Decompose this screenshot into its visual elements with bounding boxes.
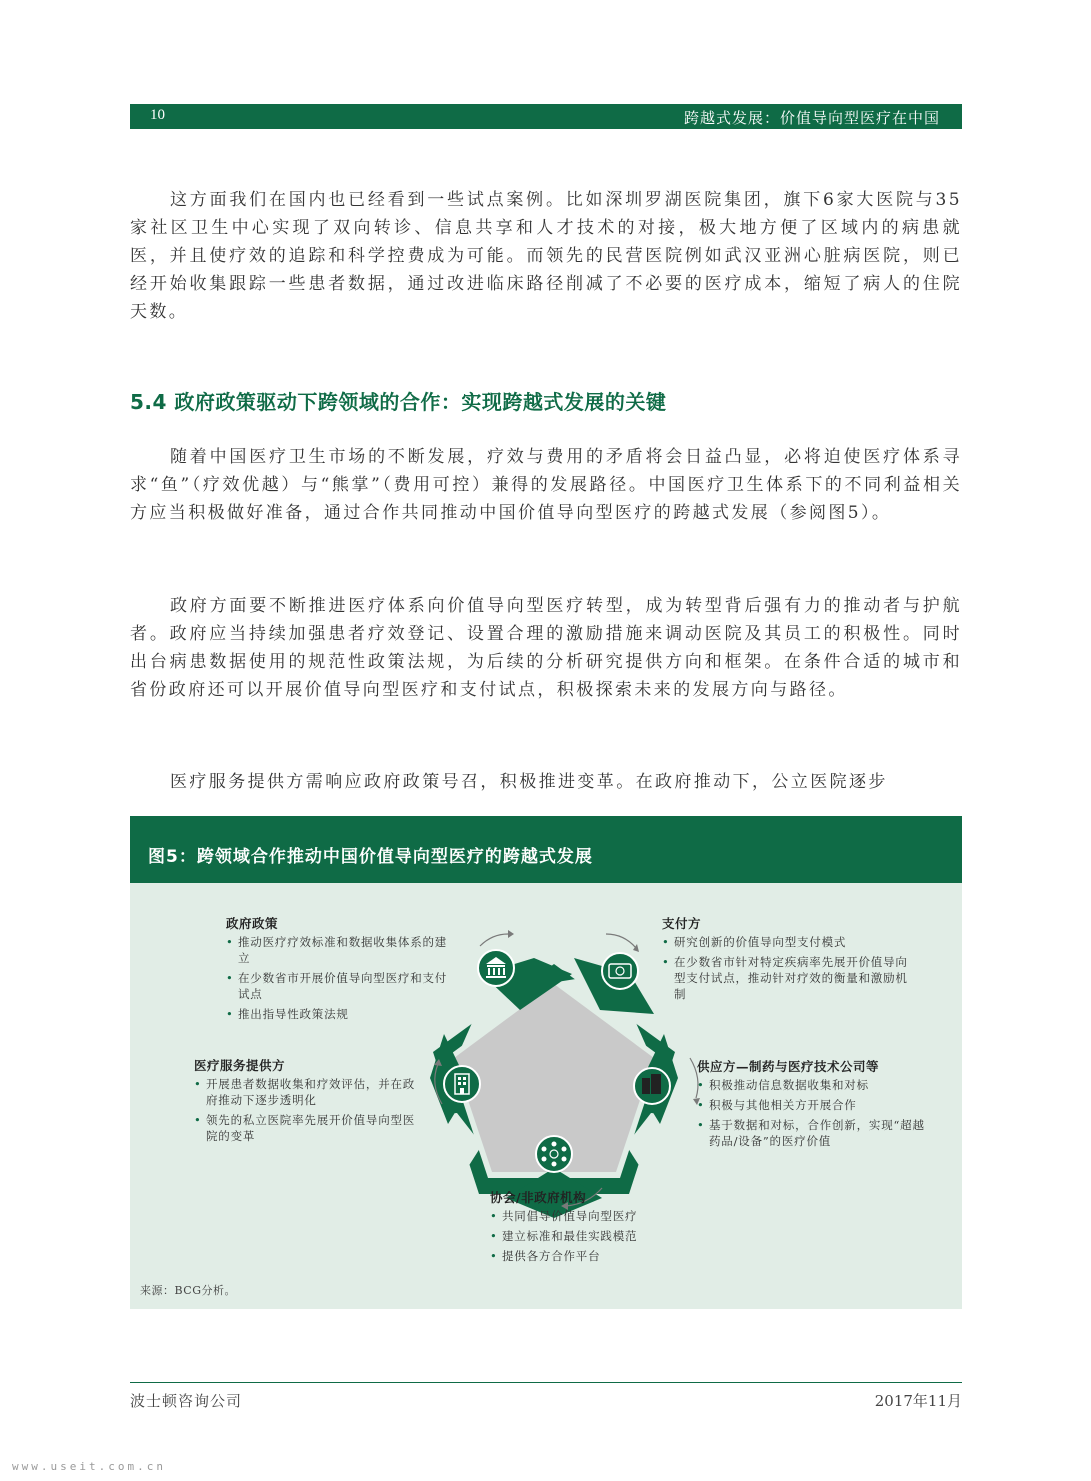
paragraph-4: 医疗服务提供方需响应政府政策号召，积极推进变革。在政府推动下，公立医院逐步	[170, 772, 888, 792]
list-item: • 领先的私立医院率先展开价值导向型医院的变革	[194, 1112, 424, 1144]
network-icon	[536, 1136, 572, 1172]
list-item: • 开展患者数据收集和疗效评估，并在政府推动下逐步透明化	[194, 1076, 424, 1108]
list-item: • 在少数省市开展价值导向型医疗和支付试点	[226, 970, 458, 1002]
factory-icon	[634, 1068, 670, 1104]
list-item: • 积极推动信息数据收集和对标	[697, 1077, 937, 1093]
paragraph-3: 政府方面要不断推进医疗体系向价值导向型医疗转型，成为转型背后强有力的推动者与护航者。政府应当持续加强患者疗效登记、设置合理的激励措施来调动医院及其员工的积极性。同时出台病患数据使用的规范性政策法规，为后续的分析研究提供方向和框架。在条件合适的城市和省份政府还可以开展价值导向型医疗和支付试点，积极探索未来的发展方向与路径。	[130, 596, 962, 700]
list-item: • 研究创新的价值导向型支付模式	[662, 934, 912, 950]
block-title: 医疗服务提供方	[194, 1058, 286, 1073]
list-item: • 基于数据和对标，合作创新，实现“超越药品/设备”的医疗价值	[697, 1117, 937, 1149]
payment-card-icon	[602, 953, 638, 989]
block-title: 政府政策	[226, 916, 279, 931]
block-association-ngo	[490, 1190, 730, 1268]
section-title: 5.4 政府政策驱动下跨领域的合作：实现跨越式发展的关键	[130, 390, 667, 414]
watermark: www.useit.com.cn	[12, 1460, 166, 1473]
footer-date: 2017年11月	[874, 1392, 962, 1410]
list-item: • 在少数省市针对特定疾病率先展开价值导向型支付试点，推动针对疗效的衡量和激励机制	[662, 954, 912, 1002]
block-payer	[662, 916, 912, 1006]
paragraph-2: 随着中国医疗卫生市场的不断发展，疗效与费用的矛盾将会日益凸显，必将迫使医疗体系寻求“鱼”（疗效优越）与“熊掌”（费用可控）兼得的发展路径。中国医疗卫生体系下的不同利益相关方应当积极做好准备，通过合作共同推动中国价值导向型医疗的跨越式发展（参阅图5）。	[130, 447, 962, 523]
figure-title: 图5：跨领域合作推动中国价值导向型医疗的跨越式发展	[130, 816, 962, 883]
government-building-icon	[478, 950, 514, 986]
block-service-provider	[194, 1058, 424, 1148]
figure-source: 来源：BCG分析。	[140, 1284, 236, 1297]
page-number: 10	[150, 107, 165, 123]
block-supplier	[697, 1059, 937, 1153]
block-government-policy	[226, 916, 458, 1026]
list-item: • 提供各方合作平台	[490, 1248, 730, 1264]
page-header	[130, 104, 962, 129]
list-item: • 推动医疗疗效标准和数据收集体系的建立	[226, 934, 458, 966]
header-title: 跨越式发展：价值导向型医疗在中国	[683, 109, 940, 127]
list-item: • 共同倡导价值导向型医疗	[490, 1208, 730, 1224]
block-title: 支付方	[662, 916, 702, 931]
figure-5	[130, 816, 962, 1309]
paragraph-1: 这方面我们在国内也已经看到一些试点案例。比如深圳罗湖医院集团，旗下6家大医院与35家社区卫生中心实现了双向转诊、信息共享和人才技术的对接，极大地方便了区域内的病患就医，并且使疗效的追踪和科学控费成为可能。而领先的民营医院例如武汉亚洲心脏病医院，则已经开始收集跟踪一些患者数据，通过改进临床路径削减了不必要的医疗成本，缩短了病人的住院天数。	[130, 190, 962, 322]
list-item: • 推出指导性政策法规	[226, 1006, 458, 1022]
list-item: • 积极与其他相关方开展合作	[697, 1097, 937, 1113]
hospital-building-icon	[444, 1066, 480, 1102]
block-title: 供应方—制药与医疗技术公司等	[697, 1059, 880, 1074]
footer-company: 波士顿咨询公司	[130, 1392, 243, 1410]
list-item: • 建立标准和最佳实践模范	[490, 1228, 730, 1244]
footer-divider	[130, 1382, 962, 1383]
block-title: 协会/非政府机构	[490, 1190, 587, 1205]
